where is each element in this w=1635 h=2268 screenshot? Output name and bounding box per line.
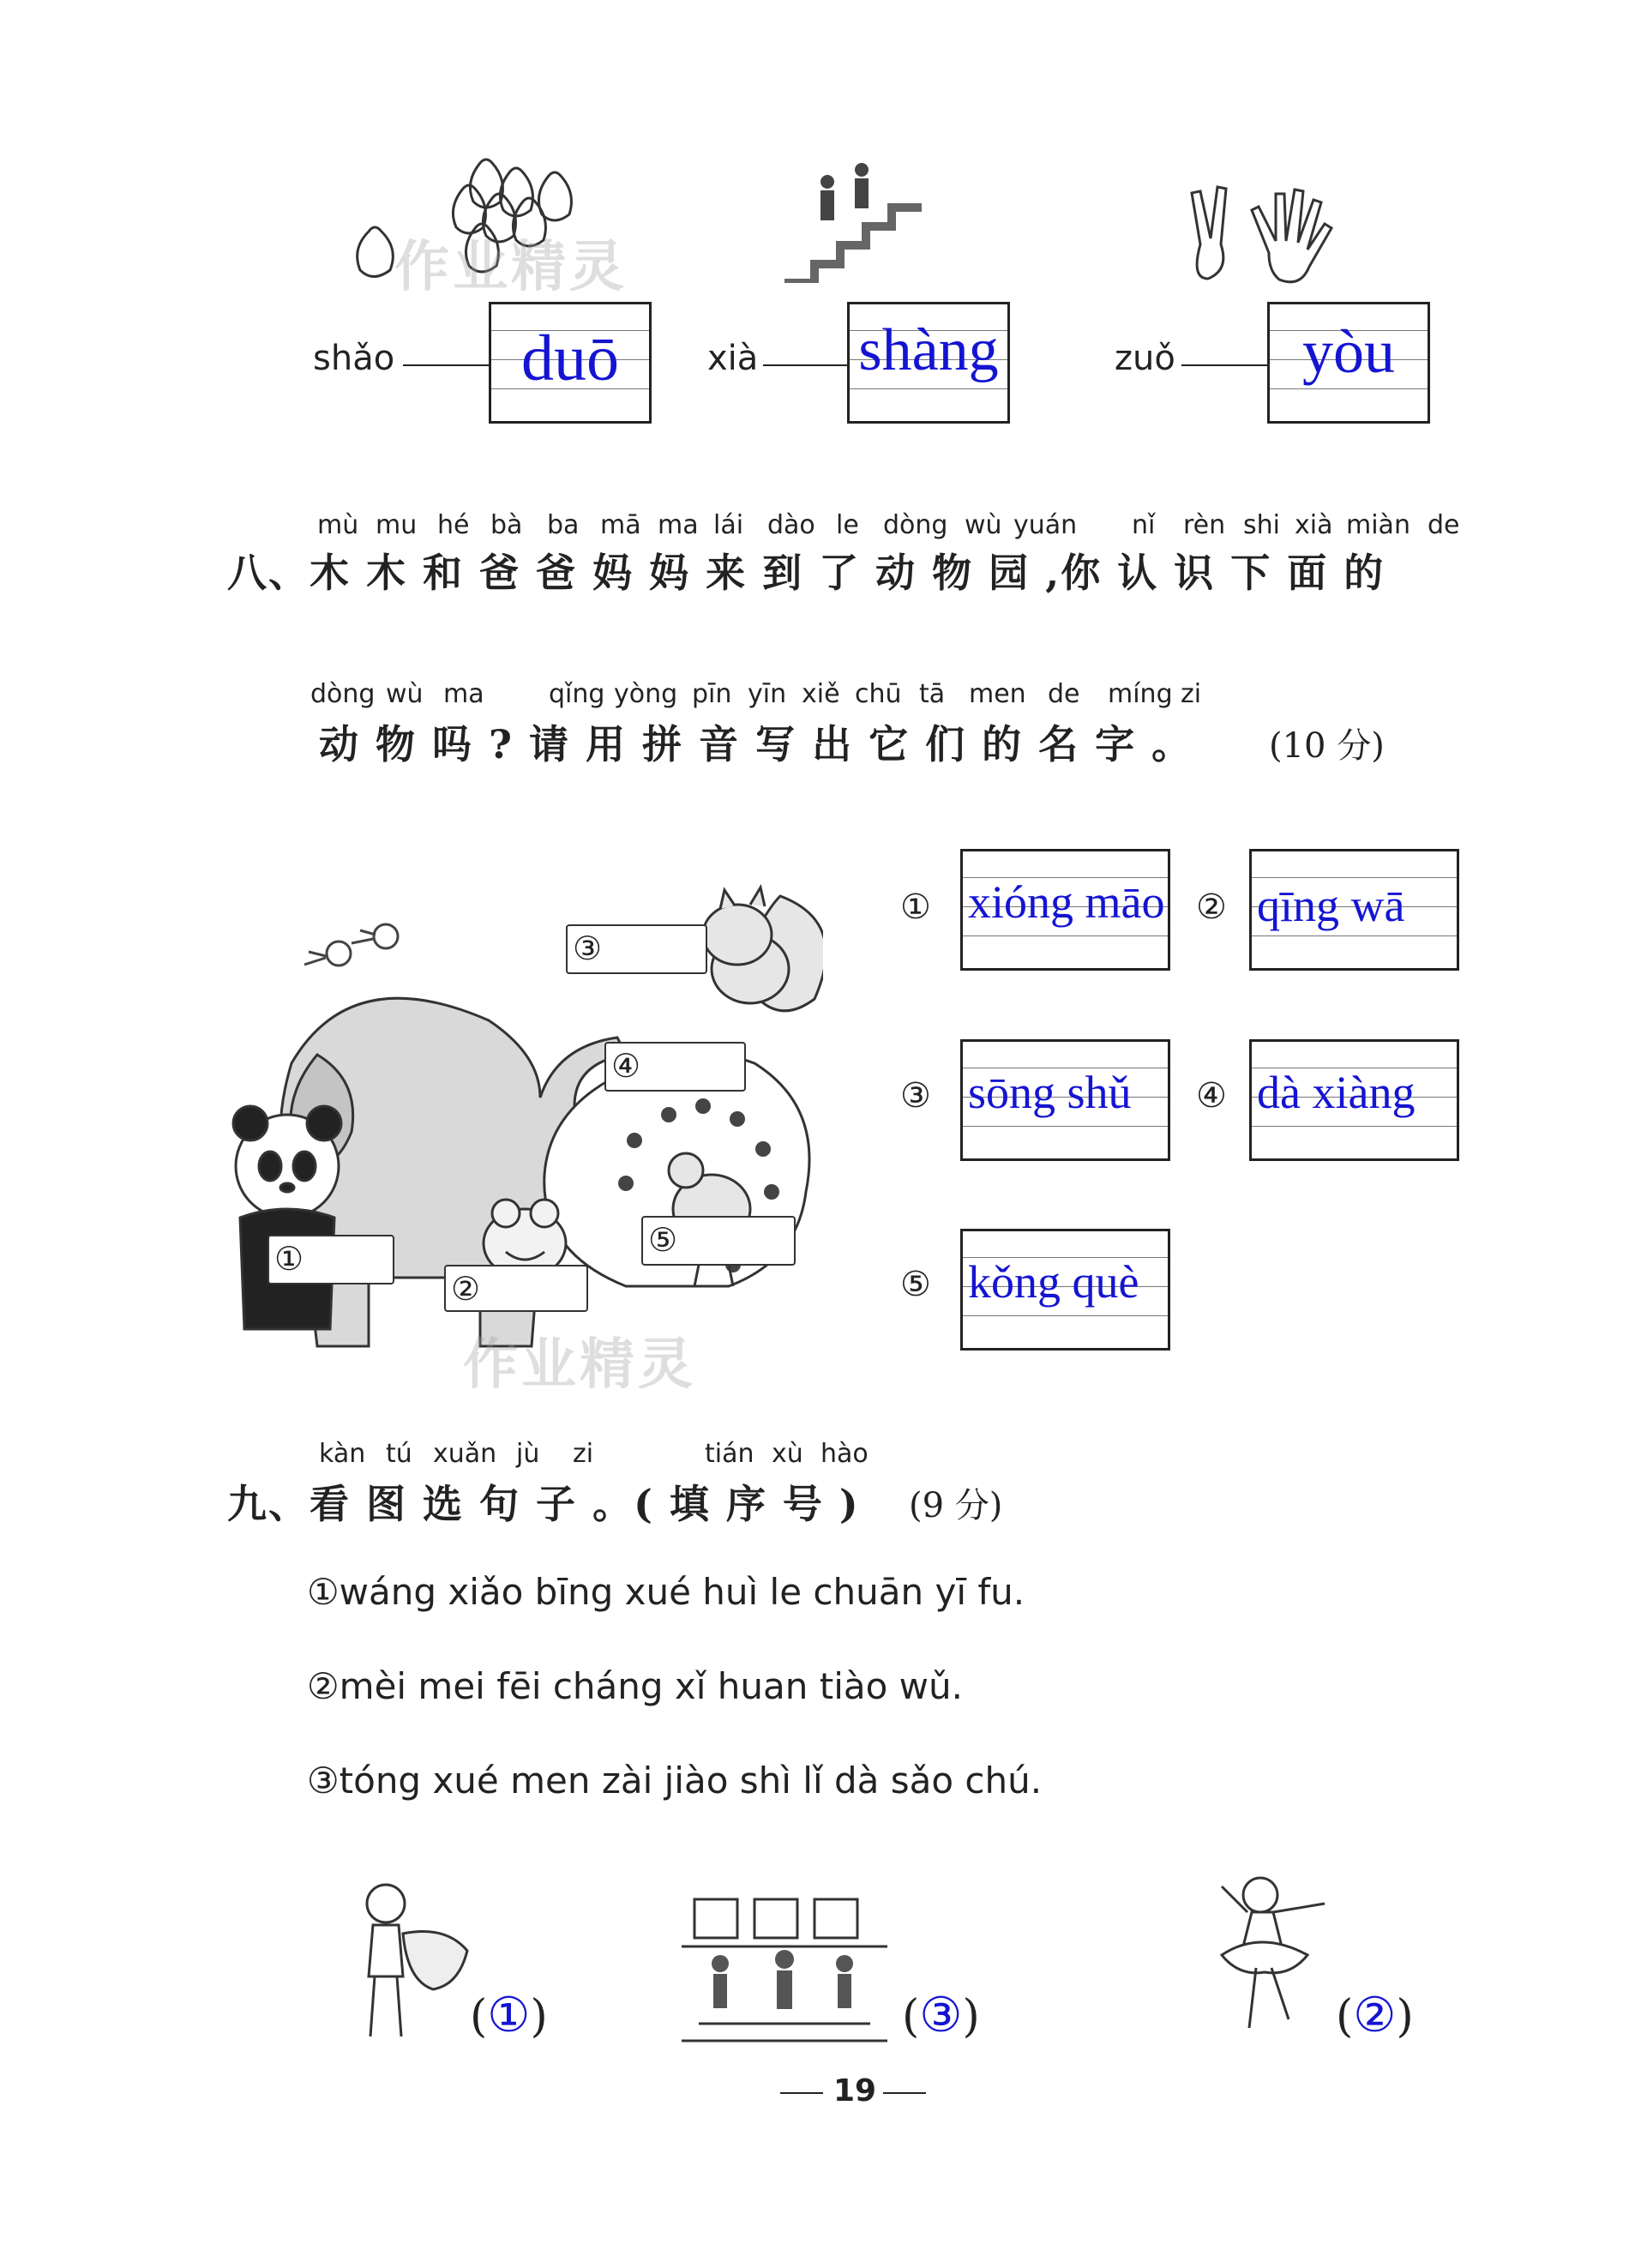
pinyin: yīn [748, 679, 787, 709]
animal-answer-box-5[interactable] [960, 1229, 1170, 1351]
pinyin: mā [600, 510, 641, 540]
illus-label-4[interactable]: ④ [604, 1042, 746, 1092]
page-number-dash-right [883, 2092, 926, 2094]
section9-score: (9 分) [909, 1486, 1003, 1525]
pinyin: zi [1181, 679, 1202, 709]
pinyin: tián [705, 1439, 754, 1469]
pinyin: xuǎn [433, 1439, 497, 1469]
boy-dressing-illustration [339, 1874, 484, 2045]
section8-title-line2: 动 物 吗 ? 请 用 拼 音 写 出 它 们 的 名 字 。 [319, 721, 1193, 767]
pinyin: xiě [802, 679, 840, 709]
animal-answer-box-2[interactable] [1249, 849, 1459, 971]
section9-title: 九、看 图 选 句 子 。( 填 序 号 ) [227, 1481, 860, 1527]
connector-line-2 [763, 364, 849, 366]
pinyin: yòng [614, 679, 678, 709]
page-number: 19 [833, 2073, 877, 2109]
answer-num-5: ⑤ [900, 1265, 931, 1304]
pinyin: le [836, 510, 859, 540]
connector-line-1 [403, 364, 489, 366]
illus-label-3[interactable]: ③ [566, 924, 707, 974]
pinyin: chū [855, 679, 902, 709]
picture-answer-2: ③ [919, 1988, 963, 2043]
pinyin: kàn [319, 1439, 366, 1469]
pinyin: ba [547, 510, 580, 540]
given-word-1: shǎo [313, 339, 395, 378]
answer-num-4: ④ [1196, 1076, 1227, 1116]
pinyin: shi [1243, 510, 1280, 540]
given-word-2: xià [707, 339, 759, 378]
animal-answer-2: qīng wā [1257, 880, 1405, 931]
pinyin: ma [443, 679, 484, 709]
answer-paren-1[interactable]: (①) [470, 1988, 548, 2043]
pinyin: rèn [1183, 510, 1226, 540]
animal-answer-box-3[interactable] [960, 1039, 1170, 1161]
animal-answer-3: sōng shǔ [968, 1067, 1132, 1118]
illus-label-5[interactable]: ⑤ [641, 1216, 796, 1266]
pinyin: mu [376, 510, 418, 540]
pinyin: hào [821, 1439, 869, 1469]
pinyin: ma [658, 510, 699, 540]
answer-box-2[interactable] [847, 302, 1010, 424]
pinyin: míng [1108, 679, 1173, 709]
pinyin: hé [437, 510, 470, 540]
pinyin: zi [573, 1439, 594, 1469]
pinyin: pīn [692, 679, 732, 709]
pinyin: yuán [1013, 510, 1078, 540]
pinyin: dòng [310, 679, 376, 709]
pinyin: nǐ [1132, 510, 1156, 540]
pinyin: mù [317, 510, 359, 540]
pinyin: tā [919, 679, 946, 709]
sentence-2: ②mèi mei fēi cháng xǐ huan tiào wǔ. [307, 1665, 963, 1707]
animal-answer-box-4[interactable] [1249, 1039, 1459, 1161]
answer-paren-2[interactable]: (③) [902, 1988, 980, 2043]
pinyin: wù [965, 510, 1002, 540]
pinyin: men [969, 679, 1026, 709]
answer-num-1: ① [900, 887, 931, 927]
hands-illustration [1183, 176, 1363, 287]
answer-box-1[interactable] [489, 302, 652, 424]
watermark-top: 作业精灵 [394, 236, 628, 299]
handwritten-answer-2: shàng [858, 317, 999, 383]
pinyin: dào [767, 510, 815, 540]
pinyin: wù [386, 679, 424, 709]
sentence-3: ③tóng xué men zài jiào shì lǐ dà sǎo chú. [307, 1760, 1043, 1802]
pinyin: qǐng [549, 679, 605, 709]
handwritten-answer-1: duō [521, 322, 619, 394]
pinyin: dòng [883, 510, 948, 540]
handwritten-answer-3: yòu [1302, 317, 1395, 386]
animal-answer-4: dà xiàng [1257, 1067, 1416, 1118]
pinyin: xù [772, 1439, 803, 1469]
section8-score: (10 分) [1269, 726, 1385, 766]
animal-answer-box-1[interactable] [960, 849, 1170, 971]
illus-label-1[interactable]: ① [267, 1235, 394, 1284]
pinyin: jù [516, 1439, 540, 1469]
answer-box-3[interactable] [1267, 302, 1430, 424]
sentence-1: ①wáng xiǎo bīng xué huì le chuān yī fu. [307, 1571, 1025, 1613]
given-word-3: zuǒ [1115, 339, 1175, 378]
picture-answer-1: ① [487, 1988, 531, 2043]
pinyin: xià [1295, 510, 1333, 540]
cleaning-classroom-illustration [682, 1895, 887, 2045]
answer-num-3: ③ [900, 1076, 931, 1116]
picture-answer-3: ② [1353, 1988, 1397, 2043]
illus-label-2[interactable]: ② [444, 1265, 588, 1312]
watermark-middle: 作业精灵 [463, 1333, 696, 1397]
pinyin: lái [713, 510, 744, 540]
page-number-dash-left [780, 2092, 823, 2094]
answer-paren-3[interactable]: (②) [1336, 1988, 1414, 2043]
answer-num-2: ② [1196, 887, 1227, 927]
dancing-girl-illustration [1205, 1861, 1342, 2045]
stairs-illustration [776, 163, 930, 283]
pinyin: bà [490, 510, 523, 540]
pinyin: de [1428, 510, 1460, 540]
section8-title-line1: 八、木 木 和 爸 爸 妈 妈 来 到 了 动 物 园 ,你 认 识 下 面 的 [227, 550, 1386, 596]
connector-line-3 [1181, 364, 1269, 366]
pinyin: tú [386, 1439, 412, 1469]
pinyin: de [1048, 679, 1080, 709]
animal-answer-1: xióng māo [968, 876, 1165, 928]
pinyin: miàn [1346, 510, 1410, 540]
animal-answer-5: kǒng què [968, 1256, 1139, 1308]
